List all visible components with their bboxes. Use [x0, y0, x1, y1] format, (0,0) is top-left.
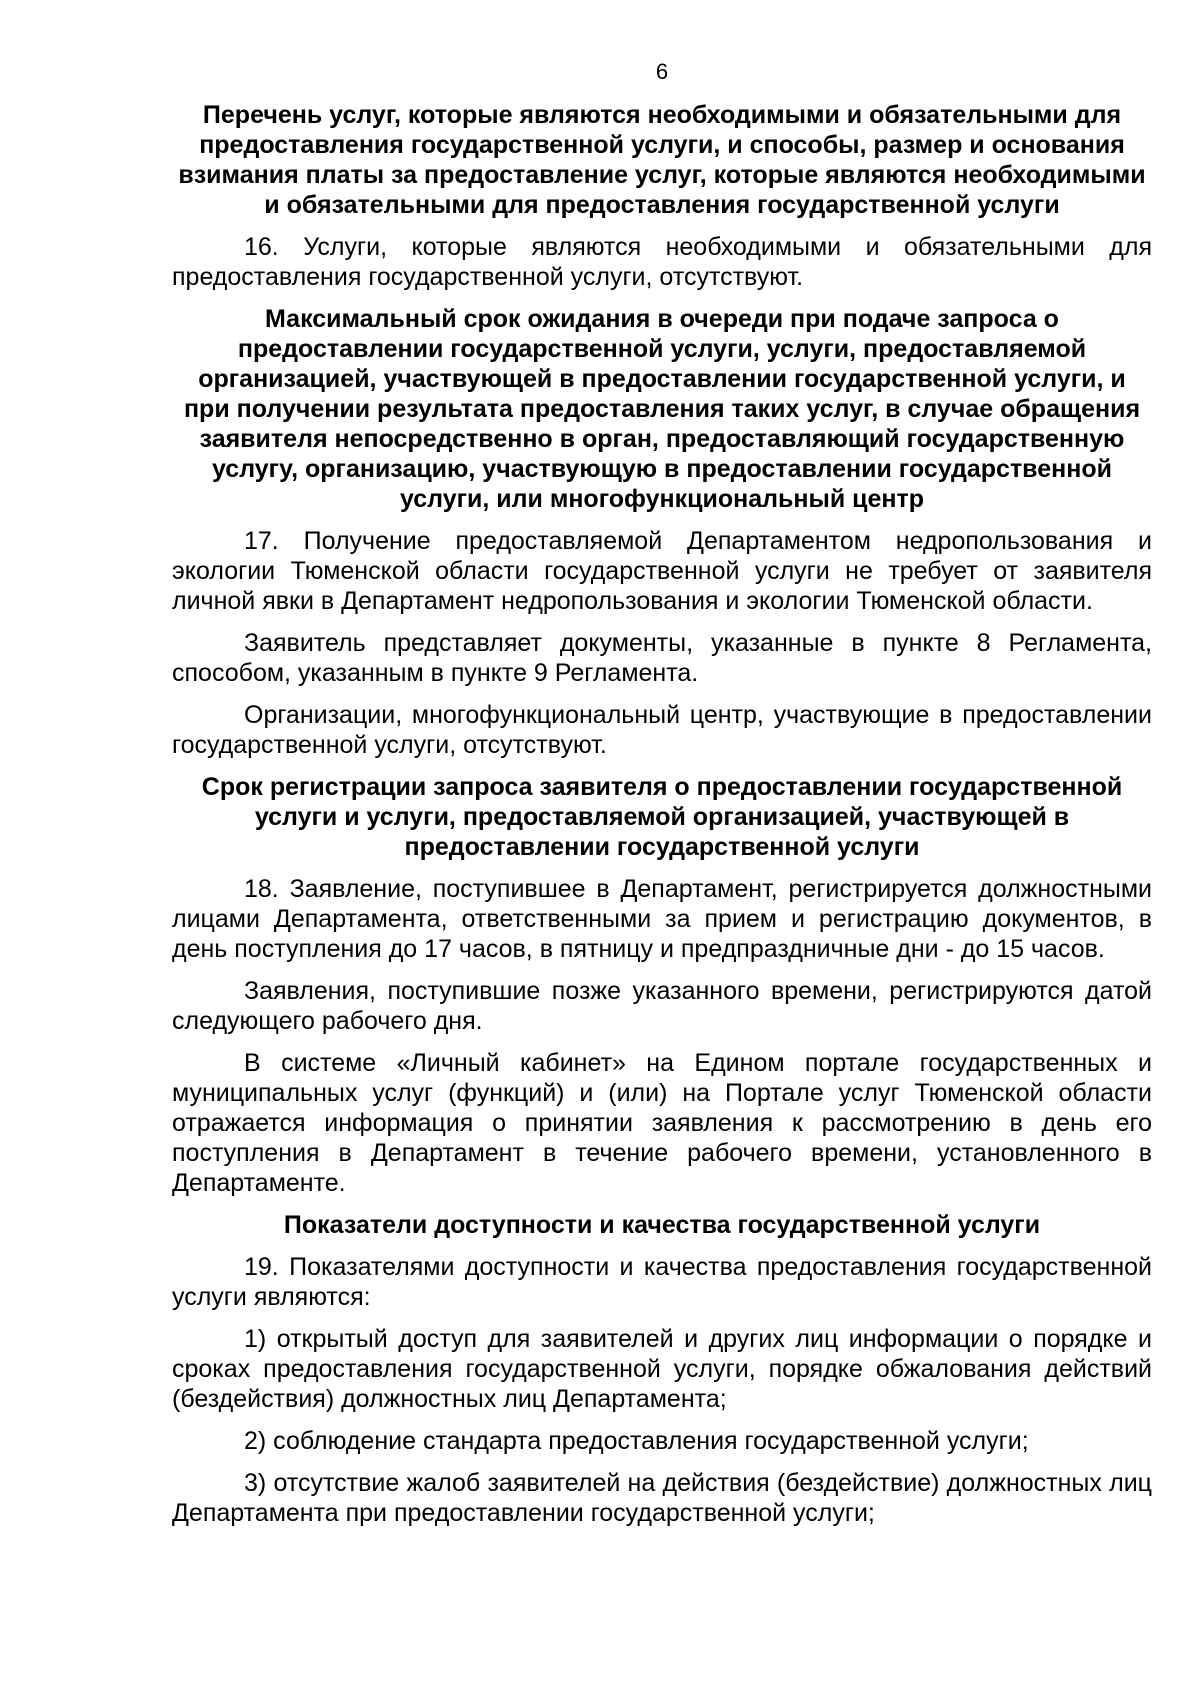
page-number: 6	[655, 59, 669, 84]
section-heading-quality-indicators: Показатели доступности и качества государственной услуги	[283, 1211, 1041, 1239]
paragraph-16: 16. Услуги, которые являются необходимыми и обязательными для предоставления государственной услуги, отсутствуют.	[172, 233, 1152, 291]
paragraph-17-organizations: Организации, многофункциональный центр, участвующие в предоставлении государственной услуги, отсутствуют.	[172, 701, 1152, 759]
paragraph-18: 18. Заявление, поступившее в Департамент, регистрируется должностными лицами Департамента, ответственными за прием и регистрацию документов, в день поступления до 17 часов, в пятницу и предпраздничные дни - до 15 часов.	[172, 875, 1152, 963]
section-heading-registration-term: Срок регистрации запроса заявителя о предоставлении государственной услуги и услуги, предоставляемой организацией, участвующей в предоставлении государственной услуги	[201, 773, 1123, 861]
section-heading-max-waiting-time: Максимальный срок ожидания в очереди при подаче запроса о предоставлении государственной услуги, услуги, предоставляемой организацией, участвующей в предоставлении государственной услуги, и при получении результата предоставления таких услуг, в случае обращения заявителя непосредственно в орган, предоставляющий государственную услугу, организацию, участвующую в предоставлении государственной услуги, или многофункциональный центр	[183, 305, 1141, 513]
section-heading-required-services: Перечень услуг, которые являются необходимыми и обязательными для предоставления государственной услуги, и способы, размер и основания взимания платы за предоставление услуг, которые являются необходимыми и обязательными для предоставления государственной услуги	[178, 101, 1146, 219]
paragraph-19-item-3: 3) отсутствие жалоб заявителей на действия (бездействие) должностных лиц Департамента при предоставлении государственной услуги;	[172, 1469, 1152, 1527]
paragraph-17-documents: Заявитель представляет документы, указанные в пункте 8 Регламента, способом, указанным в пункте 9 Регламента.	[172, 629, 1152, 687]
paragraph-18-late-applications: Заявления, поступившие позже указанного времени, регистрируются датой следующего рабочего дня.	[172, 977, 1152, 1035]
paragraph-19-item-2: 2) соблюдение стандарта предоставления государственной услуги;	[244, 1427, 1029, 1455]
paragraph-19: 19. Показателями доступности и качества предоставления государственной услуги являются:	[172, 1253, 1152, 1311]
paragraph-17: 17. Получение предоставляемой Департаментом недропользования и экологии Тюменской области государственной услуги не требует от заявителя личной явки в Департамент недропользования и экологии Тюменской области.	[172, 527, 1152, 615]
paragraph-19-item-1: 1) открытый доступ для заявителей и других лиц информации о порядке и сроках предоставления государственной услуги, порядке обжалования действий (бездействия) должностных лиц Департамента;	[172, 1325, 1152, 1413]
paragraph-18-personal-cabinet: В системе «Личный кабинет» на Едином портале государственных и муниципальных услуг (функций) и (или) на Портале услуг Тюменской области отражается информация о принятии заявления к рассмотрению в день его поступления в Департамент в течение рабочего времени, установленного в Департаменте.	[172, 1049, 1152, 1197]
document-page	[172, 0, 1152, 1540]
